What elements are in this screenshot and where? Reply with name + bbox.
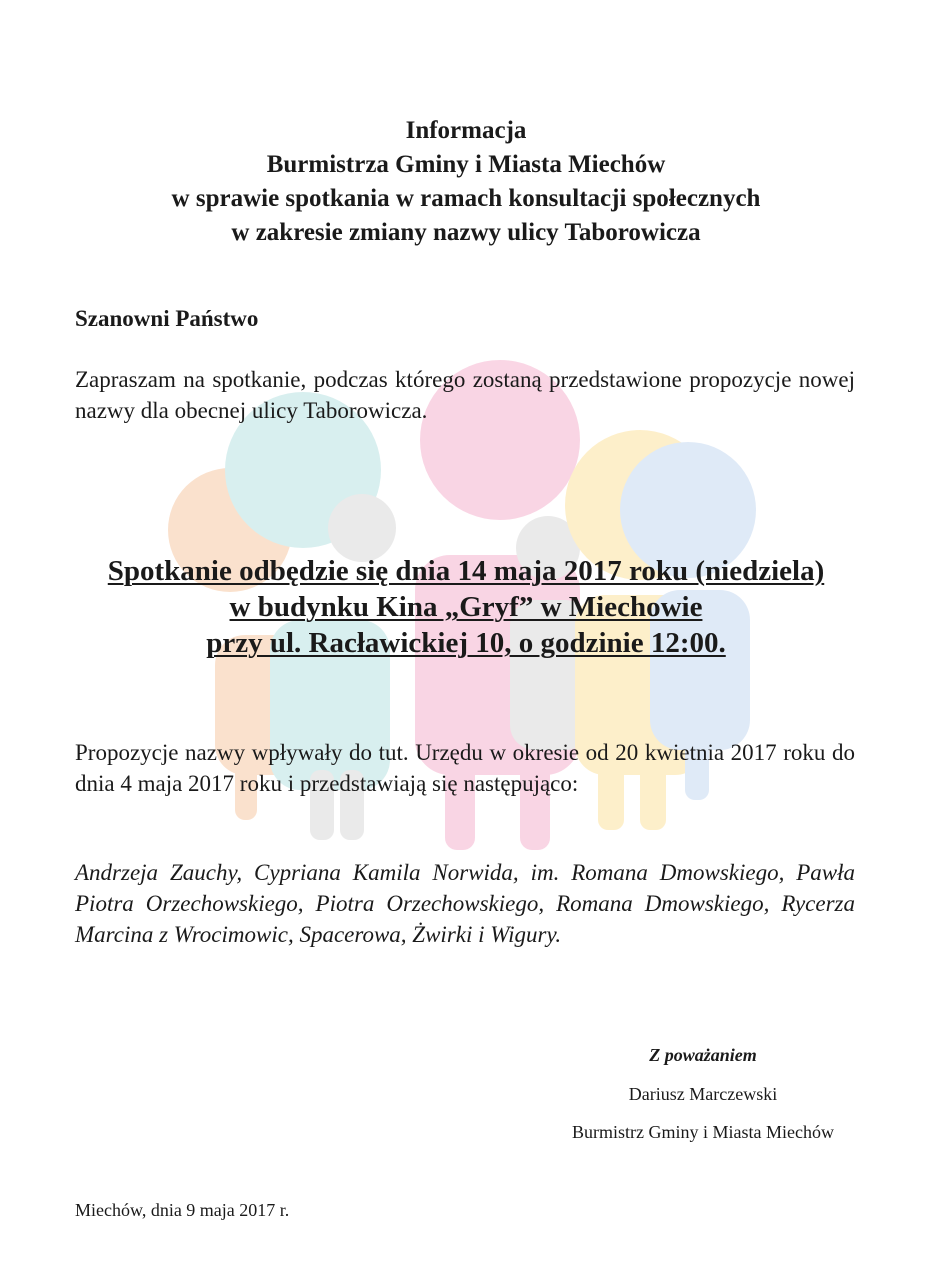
heading-line-2: Burmistrza Gminy i Miasta Miechów (266, 151, 666, 178)
heading-line-3: w sprawie spotkania w ramach konsultacji społecznych (171, 185, 761, 212)
signature-title: Burmistrz Gminy i Miasta Miechów (572, 1122, 834, 1142)
invitation-paragraph: Zapraszam na spotkanie, podczas którego zostaną przedstawione propozycje nowej nazwy dla obecnej ulicy Taborowicza. (75, 367, 855, 423)
meeting-line-2: w budynku Kina „Gryf” w Miechowie (229, 591, 703, 623)
proposals-list-paragraph: Andrzeja Zauchy, Cypriana Kamila Norwida, im. Romana Dmowskiego, Pawła Piotra Orzechowskiego, Piotra Orzechowskiego, Romana Dmowskiego, Rycerza Marcina z Wrocimowic, Spacerowa, Żwirki i Wigury. (75, 860, 855, 947)
signature-regards: Z poważaniem (649, 1045, 757, 1065)
place-and-date: Miechów, dnia 9 maja 2017 r. (75, 1200, 290, 1220)
meeting-line-3: przy ul. Racławickiej 10, o godzinie 12:00. (206, 627, 726, 659)
salutation: Szanowni Państwo (75, 306, 259, 331)
heading-line-4: w zakresie zmiany nazwy ulicy Taborowicza (231, 219, 701, 246)
heading-line-1: Informacja (405, 117, 527, 144)
proposals-intro-paragraph: Propozycje nazwy wpływały do tut. Urzędu w okresie od 20 kwietnia 2017 roku do dnia 4 maja 2017 roku i przedstawiają się następująco: (75, 740, 855, 796)
signature-name: Dariusz Marczewski (628, 1084, 778, 1104)
meeting-line-1: Spotkanie odbędzie się dnia 14 maja 2017 roku (niedziela) (107, 555, 825, 587)
document-heading (0, 114, 932, 250)
meeting-details (0, 553, 932, 661)
